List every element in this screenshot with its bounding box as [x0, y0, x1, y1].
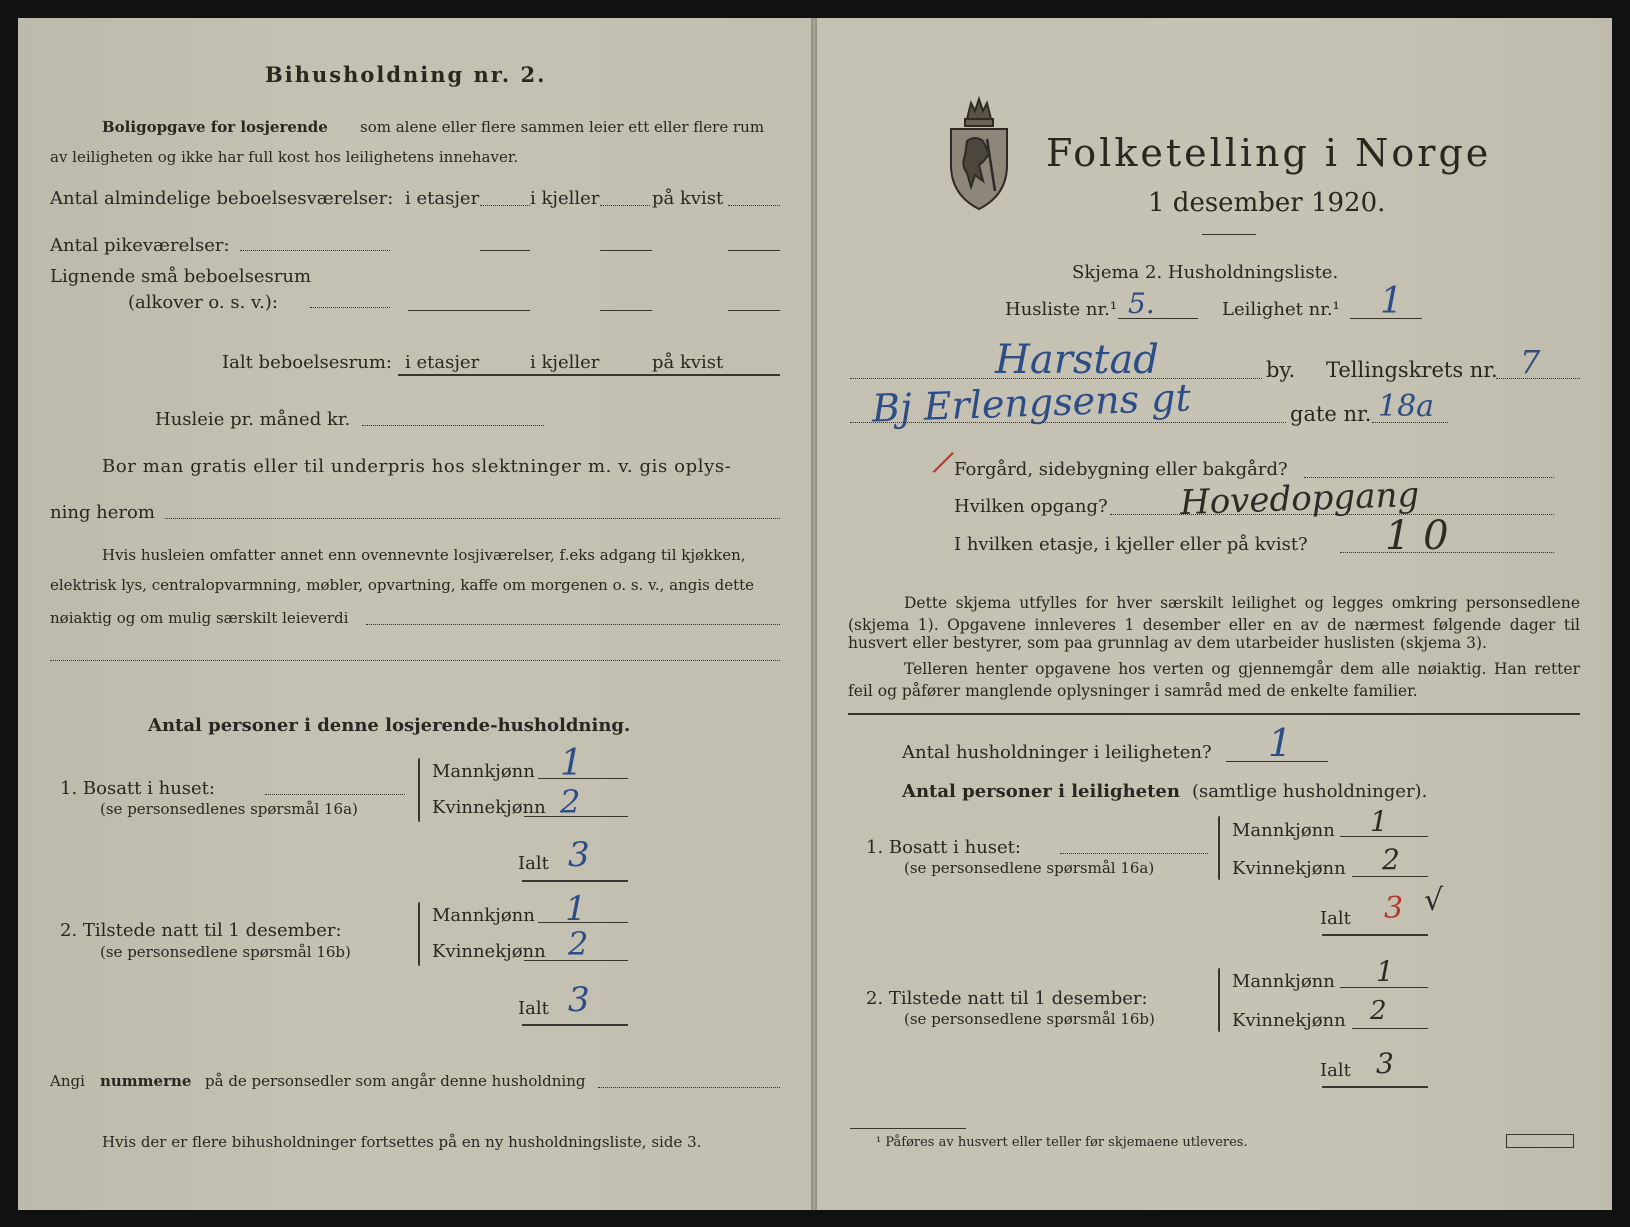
- opgang-value: Hovedopgang: [1179, 474, 1420, 524]
- gate-field[interactable]: [1372, 422, 1448, 423]
- husliste-value: 5.: [1128, 287, 1155, 320]
- by-label: by.: [1266, 358, 1296, 382]
- total-cellar-label: i kjeller: [530, 352, 600, 373]
- right-present-total-field[interactable]: [1322, 1086, 1428, 1088]
- note-1a: Dette skjema utfylles for hver særskilt leilighet og legges omkring personsedlene: [904, 594, 1580, 612]
- left-resident-total-value: 3: [568, 835, 590, 875]
- rooms-cellar-label: i kjeller: [530, 188, 600, 209]
- page-fold: [811, 18, 817, 1210]
- left-present-brace: [418, 902, 420, 966]
- small-rooms-cellar-field[interactable]: [600, 310, 652, 311]
- note-1c: husvert eller bestyrer, som paa grunnlag av dem utarbeider huslisten (skjema 3).: [848, 634, 1487, 652]
- extras-field-2[interactable]: [50, 660, 780, 661]
- husliste-field[interactable]: [1118, 318, 1198, 319]
- left-resident-female-label: Kvinnekjønn: [432, 797, 546, 818]
- left-present-female-field[interactable]: [524, 960, 628, 961]
- numbers-pre: Angi: [50, 1072, 85, 1090]
- total-floor-label: i etasjer: [405, 352, 480, 373]
- title-rule: [1202, 234, 1256, 235]
- free-text-1: Bor man gratis eller til underpris hos slektninger m. v. gis oplys-: [102, 456, 732, 477]
- left-resident-female-value: 2: [560, 783, 581, 821]
- intro-rest-1: som alene eller flere sammen leier ett eller flere rum: [360, 118, 765, 136]
- left-title: Bihusholdning nr. 2.: [265, 62, 547, 87]
- left-resident-total-label: Ialt: [518, 853, 549, 874]
- printer-mark-icon: [1506, 1134, 1574, 1148]
- left-resident-leader: [265, 794, 405, 795]
- right-resident-sub: (se personsedlene spørsmål 16a): [904, 859, 1155, 877]
- left-resident-male-field[interactable]: [538, 778, 628, 779]
- right-resident-total-value: 3: [1384, 891, 1404, 926]
- maid-rooms-label: Antal pikeværelser:: [50, 235, 230, 256]
- krets-label: Tellingskrets nr.: [1326, 358, 1498, 382]
- right-persons-title-rest: (samtlige husholdninger).: [1192, 781, 1428, 802]
- etasje-label: I hvilken etasje, i kjeller eller på kvist?: [954, 534, 1308, 555]
- krets-value: 7: [1520, 343, 1541, 381]
- households-label: Antal husholdninger i leiligheten?: [902, 742, 1212, 763]
- leilighet-value: 1: [1380, 281, 1403, 322]
- opgang-field[interactable]: [1110, 514, 1554, 515]
- left-resident-male-value: 1: [560, 743, 583, 784]
- form-name: Skjema 2. Husholdningsliste.: [1072, 262, 1339, 283]
- left-present-total-value: 3: [568, 980, 590, 1020]
- numbers-field[interactable]: [598, 1087, 780, 1088]
- census-date: 1 desember 1920.: [1148, 188, 1386, 218]
- left-present-total-label: Ialt: [518, 998, 549, 1019]
- right-present-male-label: Mannkjønn: [1232, 971, 1335, 992]
- rooms-attic-label: på kvist: [652, 188, 724, 209]
- small-rooms-attic-field[interactable]: [728, 310, 780, 311]
- etasje-field[interactable]: [1340, 552, 1554, 553]
- maid-rooms-attic-field[interactable]: [728, 250, 780, 251]
- husliste-label: Husliste nr.¹: [1005, 299, 1118, 320]
- krets-field[interactable]: [1496, 378, 1580, 379]
- total-rooms-label: Ialt beboelsesrum:: [222, 352, 392, 373]
- right-resident-total-label: Ialt: [1320, 908, 1351, 929]
- right-present-male-field[interactable]: [1340, 987, 1428, 988]
- street-field[interactable]: [850, 422, 1286, 423]
- households-field[interactable]: [1226, 761, 1328, 762]
- rooms-floor-field[interactable]: [480, 205, 530, 206]
- left-persons-title: Antal personer i denne losjerende-husholdning.: [148, 715, 631, 736]
- small-rooms-leader: [310, 307, 390, 308]
- extras-text-2: elektrisk lys, centralopvarmning, møbler, opvartning, kaffe om morgenen o. s. v., angis dette: [50, 576, 755, 594]
- right-resident-leader: [1060, 853, 1208, 854]
- left-present-male-label: Mannkjønn: [432, 905, 535, 926]
- opgang-label: Hvilken opgang?: [954, 496, 1108, 517]
- rooms-floor-label: i etasjer: [405, 188, 480, 209]
- left-present-sub: (se personsedlene spørsmål 16b): [100, 943, 351, 961]
- extras-text-3: nøiaktig og om mulig særskilt leieverdi: [50, 609, 349, 627]
- maid-rooms-cellar-field[interactable]: [600, 250, 652, 251]
- left-present-female-value: 2: [568, 925, 589, 963]
- right-present-female-label: Kvinnekjønn: [1232, 1010, 1346, 1031]
- right-present-brace: [1218, 968, 1220, 1032]
- maid-rooms-leader: [240, 250, 390, 251]
- rent-field[interactable]: [362, 425, 544, 426]
- city-field[interactable]: [850, 378, 1262, 379]
- right-resident-total-field[interactable]: [1322, 934, 1428, 936]
- right-resident-female-label: Kvinnekjønn: [1232, 858, 1346, 879]
- left-present-total-field[interactable]: [522, 1024, 628, 1026]
- gate-value: 18a: [1378, 389, 1435, 424]
- free-text-2: ning herom: [50, 502, 155, 523]
- numbers-bold: nummerne: [100, 1072, 192, 1090]
- intro-rest-2: av leiligheten og ikke har full kost hos leilighetens innehaver.: [50, 148, 519, 166]
- right-present-female-value: 2: [1370, 996, 1387, 1026]
- right-present-total-label: Ialt: [1320, 1060, 1351, 1081]
- extras-text-1: Hvis husleien omfatter annet enn ovennevnte losjiværelser, f.eks adgang til kjøkken,: [102, 546, 746, 564]
- rooms-label: Antal almindelige beboelsesværelser:: [50, 188, 394, 209]
- left-present-female-label: Kvinnekjønn: [432, 941, 546, 962]
- note-2b: feil og påfører manglende oplysninger i samråd med de enkelte familier.: [848, 682, 1418, 700]
- right-present-male-value: 1: [1376, 955, 1394, 988]
- note-1b: (skjema 1). Opgavene innleveres 1 desember eller en av de nærmest følgende dager til: [848, 616, 1580, 634]
- left-present-label: 2. Tilstede natt til 1 desember:: [60, 920, 342, 941]
- right-resident-female-value: 2: [1382, 843, 1400, 876]
- right-present-sub: (se personsedlene spørsmål 16b): [904, 1010, 1155, 1028]
- leilighet-field[interactable]: [1350, 318, 1422, 319]
- section-divider: [848, 713, 1580, 715]
- total-rooms-field[interactable]: [398, 374, 780, 376]
- left-resident-brace: [418, 758, 420, 822]
- left-resident-total-field[interactable]: [522, 880, 628, 882]
- left-present-male-value: 1: [565, 889, 587, 929]
- left-present-male-field[interactable]: [538, 922, 628, 923]
- left-footer: Hvis der er flere bihusholdninger fortsettes på en ny husholdningsliste, side 3.: [102, 1133, 702, 1151]
- right-present-female-field[interactable]: [1352, 1028, 1428, 1029]
- rent-label: Husleie pr. måned kr.: [155, 409, 351, 430]
- right-resident-male-label: Mannkjønn: [1232, 820, 1335, 841]
- left-resident-sub: (se personsedlenes spørsmål 16a): [100, 800, 358, 818]
- small-rooms-label: Lignende små beboelsesrum: [50, 266, 312, 287]
- street-value: Bj Erlengsens gt: [871, 375, 1192, 431]
- right-resident-brace: [1218, 816, 1220, 880]
- small-rooms-floor-field[interactable]: [408, 310, 530, 311]
- right-resident-label: 1. Bosatt i huset:: [866, 837, 1021, 858]
- maid-rooms-floor-field[interactable]: [480, 250, 530, 251]
- red-check-mark: /: [932, 444, 954, 481]
- total-attic-label: på kvist: [652, 352, 724, 373]
- right-present-total-value: 3: [1376, 1047, 1394, 1080]
- forgard-label: Forgård, sidebygning eller bakgård?: [954, 459, 1288, 480]
- rooms-attic-field[interactable]: [728, 205, 780, 206]
- leilighet-label: Leilighet nr.¹: [1222, 299, 1340, 320]
- right-resident-female-field[interactable]: [1352, 876, 1428, 877]
- city-value: Harstad: [995, 337, 1159, 383]
- extras-field-1[interactable]: [366, 624, 780, 625]
- right-persons-title-bold: Antal personer i leiligheten: [902, 781, 1180, 802]
- left-resident-female-field[interactable]: [524, 816, 628, 817]
- norway-coat-of-arms-icon: [945, 95, 1013, 213]
- intro-bold: Boligopgave for losjerende: [102, 118, 328, 136]
- numbers-rest: på de personsedler som angår denne husholdning: [205, 1072, 586, 1090]
- footnote-rule: [850, 1128, 966, 1129]
- footnote: ¹ Påføres av husvert eller teller før skjemaene utleveres.: [876, 1135, 1248, 1150]
- right-title: Folketelling i Norge: [1046, 131, 1492, 175]
- right-resident-male-field[interactable]: [1340, 836, 1428, 837]
- gate-label: gate nr.: [1290, 402, 1372, 426]
- free-text-field[interactable]: [165, 518, 780, 519]
- note-2a: Telleren henter opgavene hos verten og gjennemgår dem alle nøiaktig. Han retter: [904, 660, 1580, 678]
- rooms-cellar-field[interactable]: [600, 205, 650, 206]
- small-rooms-sub: (alkover o. s. v.):: [128, 292, 278, 313]
- etasje-value: 1 0: [1385, 513, 1449, 559]
- checkmark-icon: √: [1424, 883, 1444, 918]
- right-present-label: 2. Tilstede natt til 1 desember:: [866, 988, 1148, 1009]
- right-resident-male-value: 1: [1370, 805, 1388, 838]
- households-value: 1: [1268, 721, 1293, 765]
- left-resident-male-label: Mannkjønn: [432, 761, 535, 782]
- left-resident-label: 1. Bosatt i huset:: [60, 778, 215, 799]
